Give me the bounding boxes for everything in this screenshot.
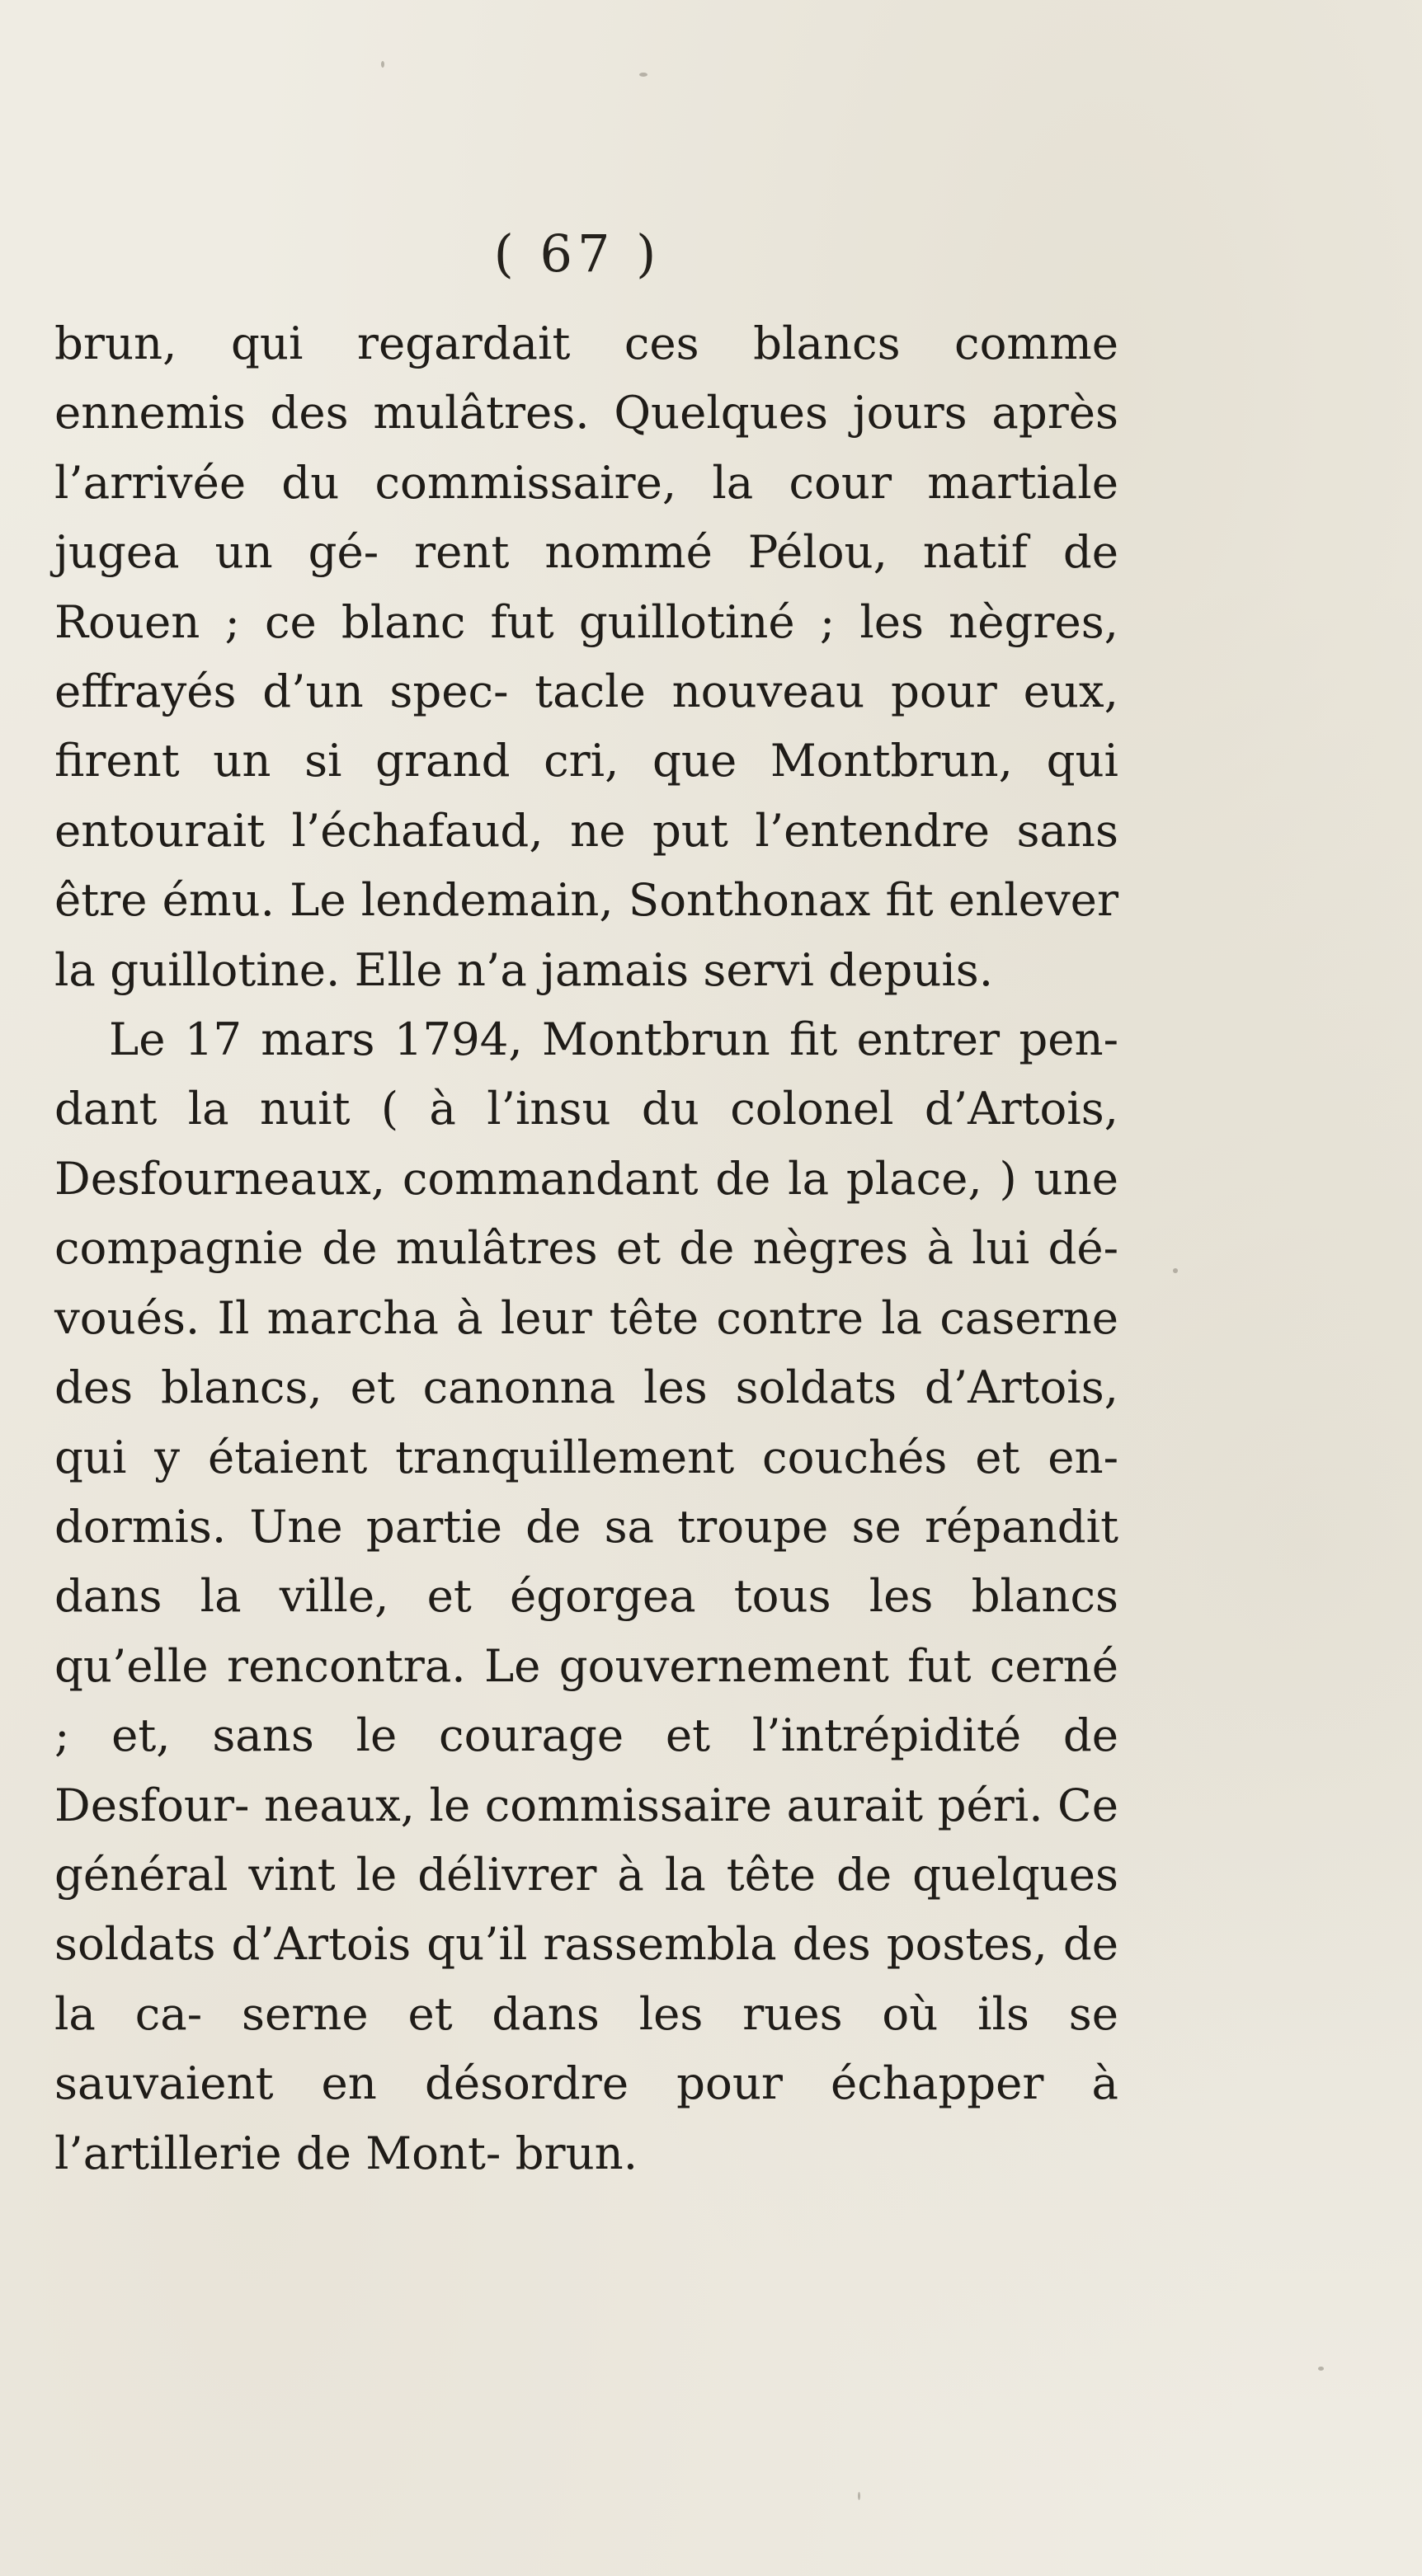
paper-speck	[1173, 1268, 1178, 1273]
paragraph-1: brun, qui regardait ces blancs comme ennemis des mulâtres. Quelques jours après l’arrivée du commissaire, la cour martiale jugea un gé- rent nommé Pélou, natif de Rouen ; ce blanc fut guillotiné ; les nègres, effrayés d’un spec- tacle nouveau pour eux, firent un si grand cri, que Montbrun, qui entourait l’échafaud, ne put l’entendre sans être ému. Le lendemain, Sonthonax fit enlever la guillotine. Elle n’a jamais servi depuis.	[54, 317, 1118, 996]
paper-speck	[639, 73, 647, 77]
paragraph-2: Le 17 mars 1794, Montbrun fit entrer pen- dant la nuit ( à l’insu du colonel d’Artois, Desfourneaux, commandant de la place, ) une compagnie de mulâtres et de nègres à lui dé- voués. Il marcha à leur tête contre la caserne des blancs, et canonna les soldats d’Artois, qui y étaient tranquillement couchés et en- dormis. Une partie de sa troupe se répandit dans la ville, et égorgea tous les blancs qu’elle rencontra. Le gouvernement fut cerné ; et, sans le courage et l’intrépidité de Desfour- neaux, le commissaire aurait péri. Ce général vint le délivrer à la tête de quelques soldats d’Artois qu’il rassembla des postes, de la ca- serne et dans les rues où ils se sauvaient en désordre pour échapper à l’artillerie de Mont- brun.	[54, 1013, 1118, 2179]
paper-speck	[858, 2492, 860, 2500]
paper-speck	[1318, 2367, 1324, 2371]
paper-speck	[381, 61, 384, 68]
body-text	[54, 308, 1118, 2188]
page-number: ( 67 )	[493, 223, 662, 284]
